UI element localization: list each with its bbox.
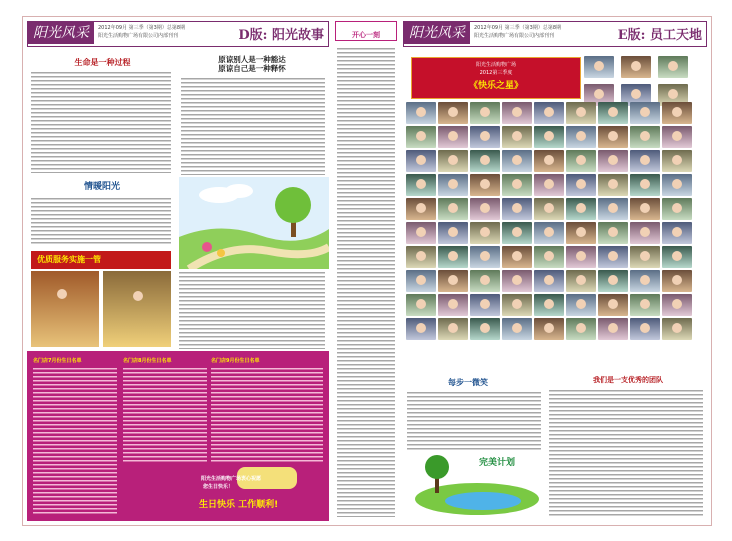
photo-face bbox=[512, 179, 522, 189]
staff-photo bbox=[566, 318, 596, 340]
photo-face bbox=[608, 107, 618, 117]
masthead-d bbox=[27, 21, 329, 47]
middle-jokes-body bbox=[337, 47, 395, 517]
photo-face bbox=[608, 323, 618, 333]
photo-face bbox=[668, 89, 678, 99]
staff-photo bbox=[534, 150, 564, 172]
photo-face bbox=[640, 299, 650, 309]
photo-staff-1 bbox=[31, 271, 99, 347]
staff-photo bbox=[662, 102, 692, 124]
article-title-team: 我们是一支优秀的团队 bbox=[593, 375, 663, 384]
photo-face bbox=[416, 275, 426, 285]
staff-photo bbox=[662, 222, 692, 244]
star-banner bbox=[411, 57, 581, 99]
photo-face bbox=[133, 291, 143, 301]
photo-face bbox=[640, 107, 650, 117]
photo-face bbox=[448, 299, 458, 309]
staff-photo bbox=[406, 294, 436, 316]
photo-face bbox=[576, 107, 586, 117]
page-middle bbox=[335, 21, 397, 521]
photo-face bbox=[416, 155, 426, 165]
staff-photo bbox=[502, 222, 532, 244]
staff-photo bbox=[502, 246, 532, 268]
photo-face bbox=[594, 89, 604, 99]
birthday-col3-head: 名门店9月份生日名单 bbox=[211, 358, 260, 364]
photo-face bbox=[480, 323, 490, 333]
photo-face bbox=[544, 323, 554, 333]
birthday-greeting-line2: 您生日快乐！ bbox=[203, 484, 234, 490]
photo-face bbox=[672, 251, 682, 261]
staff-photo bbox=[470, 174, 500, 196]
photo-face bbox=[512, 275, 522, 285]
staff-photo bbox=[658, 56, 688, 78]
staff-photo bbox=[630, 246, 660, 268]
photo-face bbox=[608, 155, 618, 165]
staff-photo bbox=[630, 294, 660, 316]
photo-face bbox=[544, 203, 554, 213]
staff-photo bbox=[470, 270, 500, 292]
staff-photo bbox=[502, 318, 532, 340]
plan-title: 完美计划 bbox=[479, 458, 516, 468]
staff-photo bbox=[630, 318, 660, 340]
photo-face bbox=[416, 179, 426, 189]
staff-photo bbox=[662, 174, 692, 196]
photo-face bbox=[608, 179, 618, 189]
photo-face bbox=[631, 61, 641, 71]
article-body-forgive bbox=[181, 77, 325, 175]
photo-staff-2 bbox=[103, 271, 171, 347]
photo-face bbox=[544, 275, 554, 285]
photo-face bbox=[640, 323, 650, 333]
photo-face bbox=[512, 227, 522, 237]
photo-face bbox=[448, 323, 458, 333]
star-banner-line2: 2012第三季度 bbox=[479, 70, 513, 76]
staff-photo bbox=[566, 222, 596, 244]
staff-photo bbox=[438, 150, 468, 172]
middle-header bbox=[335, 21, 397, 41]
staff-photo bbox=[630, 270, 660, 292]
staff-photo bbox=[566, 174, 596, 196]
article-title-warm: 情暖阳光 bbox=[83, 182, 120, 192]
staff-photo bbox=[598, 270, 628, 292]
staff-photo bbox=[662, 294, 692, 316]
photo-face bbox=[672, 299, 682, 309]
photo-face bbox=[448, 131, 458, 141]
staff-photo bbox=[630, 222, 660, 244]
star-banner-line3: 《快乐之星》 bbox=[468, 81, 523, 91]
staff-photo bbox=[584, 56, 614, 78]
photo-face bbox=[512, 251, 522, 261]
photo-face bbox=[640, 275, 650, 285]
photo-face bbox=[576, 227, 586, 237]
photo-face bbox=[480, 155, 490, 165]
photo-face bbox=[480, 251, 490, 261]
photo-face bbox=[608, 251, 618, 261]
photo-face bbox=[672, 203, 682, 213]
photo-face bbox=[448, 179, 458, 189]
staff-photo bbox=[598, 126, 628, 148]
photo-face bbox=[512, 155, 522, 165]
staff-photo bbox=[502, 126, 532, 148]
staff-photo bbox=[566, 126, 596, 148]
staff-photo bbox=[534, 318, 564, 340]
staff-photo bbox=[502, 150, 532, 172]
birthday-list-col2 bbox=[123, 367, 207, 463]
staff-photo bbox=[470, 246, 500, 268]
masthead-logo: 阳光风采 bbox=[404, 22, 470, 44]
staff-photo bbox=[470, 294, 500, 316]
photo-face bbox=[576, 251, 586, 261]
photo-face bbox=[57, 289, 67, 299]
photo-face bbox=[480, 275, 490, 285]
photo-face bbox=[640, 179, 650, 189]
staff-photo bbox=[598, 102, 628, 124]
article-body-forgive-cont bbox=[179, 271, 325, 349]
staff-photo bbox=[470, 126, 500, 148]
staff-photo bbox=[406, 198, 436, 220]
photo-face bbox=[416, 299, 426, 309]
photo-face bbox=[416, 203, 426, 213]
staff-photo bbox=[598, 150, 628, 172]
staff-photo bbox=[598, 222, 628, 244]
staff-photo bbox=[438, 294, 468, 316]
staff-photo bbox=[598, 294, 628, 316]
photo-face bbox=[672, 131, 682, 141]
birthday-greeting-line1: 阳光生活购物广场衷心祝愿 bbox=[201, 476, 262, 482]
photo-face bbox=[416, 323, 426, 333]
staff-photo bbox=[566, 270, 596, 292]
article-title-forgive: 原谅别人是一种豁达 原谅自己是一种释怀 bbox=[218, 55, 286, 73]
photo-face bbox=[672, 275, 682, 285]
birthday-list-col3 bbox=[211, 367, 323, 463]
photo-face bbox=[448, 155, 458, 165]
staff-photo bbox=[566, 150, 596, 172]
birthday-section bbox=[27, 351, 329, 521]
staff-photo bbox=[662, 198, 692, 220]
masthead-e bbox=[403, 21, 707, 47]
staff-photo bbox=[438, 102, 468, 124]
photo-face bbox=[631, 89, 641, 99]
article-body-smile bbox=[407, 391, 541, 451]
staff-photo bbox=[406, 270, 436, 292]
staff-photo bbox=[598, 198, 628, 220]
masthead-logo: 阳光风采 bbox=[28, 22, 94, 44]
photo-face bbox=[608, 275, 618, 285]
staff-photo bbox=[438, 318, 468, 340]
photo-face bbox=[608, 299, 618, 309]
photo-face bbox=[576, 323, 586, 333]
staff-photo bbox=[438, 270, 468, 292]
staff-photo bbox=[566, 294, 596, 316]
photo-face bbox=[576, 179, 586, 189]
staff-photo bbox=[406, 222, 436, 244]
masthead-info bbox=[474, 24, 561, 40]
masthead-info-line1: 2012年09月 第三季（第3期）总第8期 bbox=[474, 25, 562, 31]
plan-illustration bbox=[413, 453, 541, 517]
newspaper-sheet bbox=[22, 16, 712, 526]
staff-photo bbox=[630, 174, 660, 196]
photo-face bbox=[480, 107, 490, 117]
staff-photo bbox=[662, 150, 692, 172]
photo-face bbox=[672, 107, 682, 117]
staff-photo bbox=[438, 222, 468, 244]
birthday-col1-head: 名门店7月份生日名单 bbox=[33, 358, 82, 364]
birthday-col2-head: 名门店8月份生日名单 bbox=[123, 358, 172, 364]
article-body-life bbox=[31, 71, 171, 173]
staff-photo bbox=[662, 270, 692, 292]
staff-photo bbox=[502, 294, 532, 316]
service-banner-text: 优质服务实施一管 bbox=[37, 255, 101, 264]
photo-face bbox=[672, 155, 682, 165]
staff-photo bbox=[406, 318, 436, 340]
birthday-big-text: 生日快乐 工作顺利! bbox=[199, 500, 279, 510]
photo-face bbox=[544, 227, 554, 237]
page-e bbox=[403, 21, 707, 521]
photo-face bbox=[448, 107, 458, 117]
photo-face bbox=[576, 203, 586, 213]
photo-face bbox=[512, 299, 522, 309]
photo-face bbox=[640, 203, 650, 213]
photo-face bbox=[480, 299, 490, 309]
staff-photo bbox=[534, 174, 564, 196]
photo-face bbox=[416, 131, 426, 141]
photo-face bbox=[512, 131, 522, 141]
edition-title: E版: 员工天地 bbox=[617, 28, 702, 43]
staff-photo bbox=[662, 126, 692, 148]
photo-face bbox=[608, 131, 618, 141]
masthead-info-line2: 阳光生活购物广场有限公司内部刊刊 bbox=[98, 33, 179, 39]
staff-photo bbox=[534, 198, 564, 220]
staff-photo bbox=[630, 150, 660, 172]
staff-photo bbox=[438, 126, 468, 148]
photo-face bbox=[416, 251, 426, 261]
staff-photo bbox=[534, 270, 564, 292]
photo-face bbox=[544, 107, 554, 117]
photo-face bbox=[576, 275, 586, 285]
landscape-illustration bbox=[179, 177, 329, 269]
photo-face bbox=[512, 323, 522, 333]
staff-photo bbox=[630, 126, 660, 148]
photo-face bbox=[480, 203, 490, 213]
photo-face bbox=[672, 323, 682, 333]
staff-photo bbox=[534, 294, 564, 316]
service-banner bbox=[31, 251, 171, 269]
photo-face bbox=[544, 251, 554, 261]
staff-photo bbox=[502, 270, 532, 292]
staff-photo bbox=[406, 150, 436, 172]
photo-face bbox=[416, 227, 426, 237]
staff-photo bbox=[598, 318, 628, 340]
photo-face bbox=[448, 203, 458, 213]
staff-photo bbox=[470, 198, 500, 220]
masthead-info-line1: 2012年09月 第三季（第3期）总第8期 bbox=[98, 25, 186, 31]
staff-photo bbox=[534, 102, 564, 124]
staff-photo bbox=[470, 318, 500, 340]
staff-photo bbox=[566, 246, 596, 268]
article-body-warm bbox=[31, 197, 171, 245]
photo-face bbox=[544, 179, 554, 189]
staff-photo bbox=[598, 246, 628, 268]
staff-photo bbox=[406, 102, 436, 124]
photo-face bbox=[640, 227, 650, 237]
photo-face bbox=[544, 131, 554, 141]
photo-face bbox=[672, 227, 682, 237]
middle-title: 开心一刻 bbox=[352, 31, 380, 39]
photo-face bbox=[608, 203, 618, 213]
staff-photo bbox=[630, 198, 660, 220]
staff-photo bbox=[406, 174, 436, 196]
photo-face bbox=[448, 227, 458, 237]
staff-photo bbox=[534, 222, 564, 244]
page-d bbox=[27, 21, 329, 521]
photo-face bbox=[512, 203, 522, 213]
staff-photo bbox=[470, 102, 500, 124]
photo-face bbox=[672, 179, 682, 189]
article-title-life: 生命是一种过程 bbox=[74, 57, 131, 67]
staff-photo bbox=[534, 126, 564, 148]
staff-photo bbox=[662, 318, 692, 340]
photo-face bbox=[640, 155, 650, 165]
staff-photo bbox=[406, 126, 436, 148]
staff-photo bbox=[470, 150, 500, 172]
photo-face bbox=[576, 131, 586, 141]
photo-face bbox=[640, 251, 650, 261]
staff-photo bbox=[630, 102, 660, 124]
photo-face bbox=[512, 107, 522, 117]
photo-face bbox=[544, 155, 554, 165]
birthday-list-col1 bbox=[33, 367, 117, 515]
staff-photo bbox=[598, 174, 628, 196]
photo-face bbox=[448, 275, 458, 285]
staff-photo bbox=[621, 56, 651, 78]
staff-photo bbox=[502, 174, 532, 196]
staff-photo bbox=[502, 198, 532, 220]
article-title-smile: 每步一微笑 bbox=[448, 377, 488, 387]
staff-photo bbox=[534, 246, 564, 268]
photo-face bbox=[576, 155, 586, 165]
photo-face bbox=[480, 179, 490, 189]
photo-face bbox=[480, 131, 490, 141]
staff-photo-grid bbox=[405, 101, 709, 373]
staff-photo bbox=[566, 102, 596, 124]
staff-photo bbox=[438, 174, 468, 196]
staff-photo bbox=[502, 102, 532, 124]
photo-face bbox=[480, 227, 490, 237]
staff-photo bbox=[470, 222, 500, 244]
photo-face bbox=[544, 299, 554, 309]
staff-photo bbox=[566, 198, 596, 220]
photo-face bbox=[640, 131, 650, 141]
photo-face bbox=[594, 61, 604, 71]
star-banner-line1: 阳光生活购物广场 bbox=[475, 62, 516, 68]
photo-face bbox=[668, 61, 678, 71]
article-body-team bbox=[549, 389, 703, 517]
edition-title: D版: 阳光故事 bbox=[238, 28, 324, 43]
staff-photo bbox=[438, 198, 468, 220]
staff-photo bbox=[406, 246, 436, 268]
photo-face bbox=[416, 107, 426, 117]
photo-face bbox=[448, 251, 458, 261]
staff-photo bbox=[438, 246, 468, 268]
photo-face bbox=[608, 227, 618, 237]
staff-photo bbox=[662, 246, 692, 268]
photo-face bbox=[576, 299, 586, 309]
masthead-info bbox=[98, 24, 185, 40]
masthead-info-line2: 阳光生活购物广场有限公司内部刊刊 bbox=[474, 33, 555, 39]
